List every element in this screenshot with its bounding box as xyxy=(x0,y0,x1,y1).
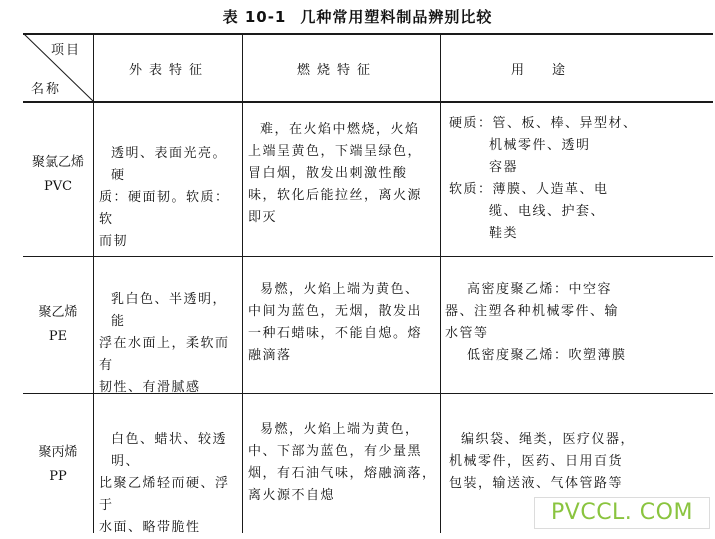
cell-line: 离火源不自熄 xyxy=(248,488,336,503)
table-title xyxy=(0,6,715,27)
cell-line: 中、下部为蓝色，有少量黑 xyxy=(248,444,423,459)
cell-line: 烟，有石油气味，熔融滴落， xyxy=(248,466,437,481)
cell-line: 鞋类 xyxy=(489,226,519,241)
material-abbr: PP xyxy=(49,469,67,484)
cell-line: 易燃，火焰上端为黄色、 xyxy=(260,282,420,297)
use-cell-pe xyxy=(445,279,711,367)
table-number: 表 10-1 xyxy=(222,8,287,26)
cell-line: 编织袋、绳类，医疗仪器， xyxy=(461,432,636,447)
cell-line: 而韧 xyxy=(99,234,129,249)
corner-label-item: 项目 xyxy=(51,43,82,58)
cell-line: 高密度聚乙烯：中空容 xyxy=(467,282,613,297)
cell-line: 难，在火焰中燃烧，火焰 xyxy=(260,122,420,137)
cell-line: 软质：薄膜、人造革、电 xyxy=(449,182,609,197)
material-cn-name: 聚丙烯 xyxy=(38,445,78,460)
header-appearance: 外表特征 xyxy=(129,63,210,78)
col-divider-2 xyxy=(242,33,243,533)
material-name-pp xyxy=(23,441,93,489)
site-watermark: PVCCL. COM xyxy=(534,497,710,529)
row-rule-1 xyxy=(23,256,713,257)
cell-line: 即灭 xyxy=(248,210,278,225)
cell-line: 低密度聚乙烯：吹塑薄膜 xyxy=(467,348,627,363)
top-rule xyxy=(23,33,713,35)
burning-cell-pp xyxy=(248,419,438,507)
appearance-cell-pe xyxy=(99,289,241,399)
corner-label-name: 名称 xyxy=(31,82,62,97)
cell-line: 缆、电线、护套、 xyxy=(489,204,606,219)
burning-cell-pvc xyxy=(248,119,438,229)
comparison-table xyxy=(23,33,713,533)
cell-line: 比聚乙烯轻而硬、浮于 xyxy=(99,476,230,513)
material-cn-name: 聚乙烯 xyxy=(38,305,78,320)
appearance-cell-pvc xyxy=(99,143,241,253)
material-cn-name: 聚氯乙烯 xyxy=(31,155,84,170)
cell-line: 乳白色、半透明，能 xyxy=(111,292,228,329)
cell-line: 中间为蓝色，无烟，散发出 xyxy=(248,304,423,319)
cell-line: 硬质：管、板、棒、异型材、 xyxy=(449,116,638,131)
cell-line: 韧性、有滑腻感 xyxy=(99,380,201,395)
cell-line: 易燃，火焰上端为黄色， xyxy=(260,422,420,437)
cell-line: 水面、略带脆性 xyxy=(99,520,201,535)
cell-line: 一种石蜡味，不能自熄。熔 xyxy=(248,326,423,341)
header-rule xyxy=(23,101,713,103)
cell-line: 机械零件、透明 xyxy=(489,138,591,153)
header-use: 用途 xyxy=(511,63,594,78)
cell-line: 水管等 xyxy=(445,326,489,341)
use-cell-pvc xyxy=(449,113,711,245)
cell-line: 机械零件，医药、日用百货 xyxy=(449,454,624,469)
burning-cell-pe xyxy=(248,279,438,367)
cell-line: 上端呈黄色，下端呈绿色， xyxy=(248,144,423,159)
material-abbr: PE xyxy=(48,329,68,344)
material-abbr: PVC xyxy=(43,179,73,194)
cell-line: 透明、表面光亮。硬 xyxy=(111,146,228,183)
table-caption: 几种常用塑料制品辨别比较 xyxy=(300,8,493,26)
col-divider-3 xyxy=(440,33,441,533)
cell-line: 味，软化后能拉丝，离火源 xyxy=(248,188,423,203)
header-burning: 燃烧特征 xyxy=(297,63,378,78)
material-name-pe xyxy=(23,301,93,349)
cell-line: 白色、蜡状、较透明、 xyxy=(111,432,228,469)
cell-line: 冒白烟，散发出刺激性酸 xyxy=(248,166,408,181)
cell-line: 器、注塑各种机械零件、输 xyxy=(445,304,620,319)
cell-line: 浮在水面上，柔软而有 xyxy=(99,336,230,373)
cell-line: 容器 xyxy=(489,160,519,175)
material-name-pvc xyxy=(23,151,93,199)
cell-line: 融滴落 xyxy=(248,348,292,363)
use-cell-pp xyxy=(449,429,711,495)
cell-line: 质：硬面韧。软质：软 xyxy=(99,190,230,227)
col-divider-1 xyxy=(93,33,94,533)
appearance-cell-pp xyxy=(99,429,241,539)
cell-line: 包装，输送液、气体管路等 xyxy=(449,476,624,491)
